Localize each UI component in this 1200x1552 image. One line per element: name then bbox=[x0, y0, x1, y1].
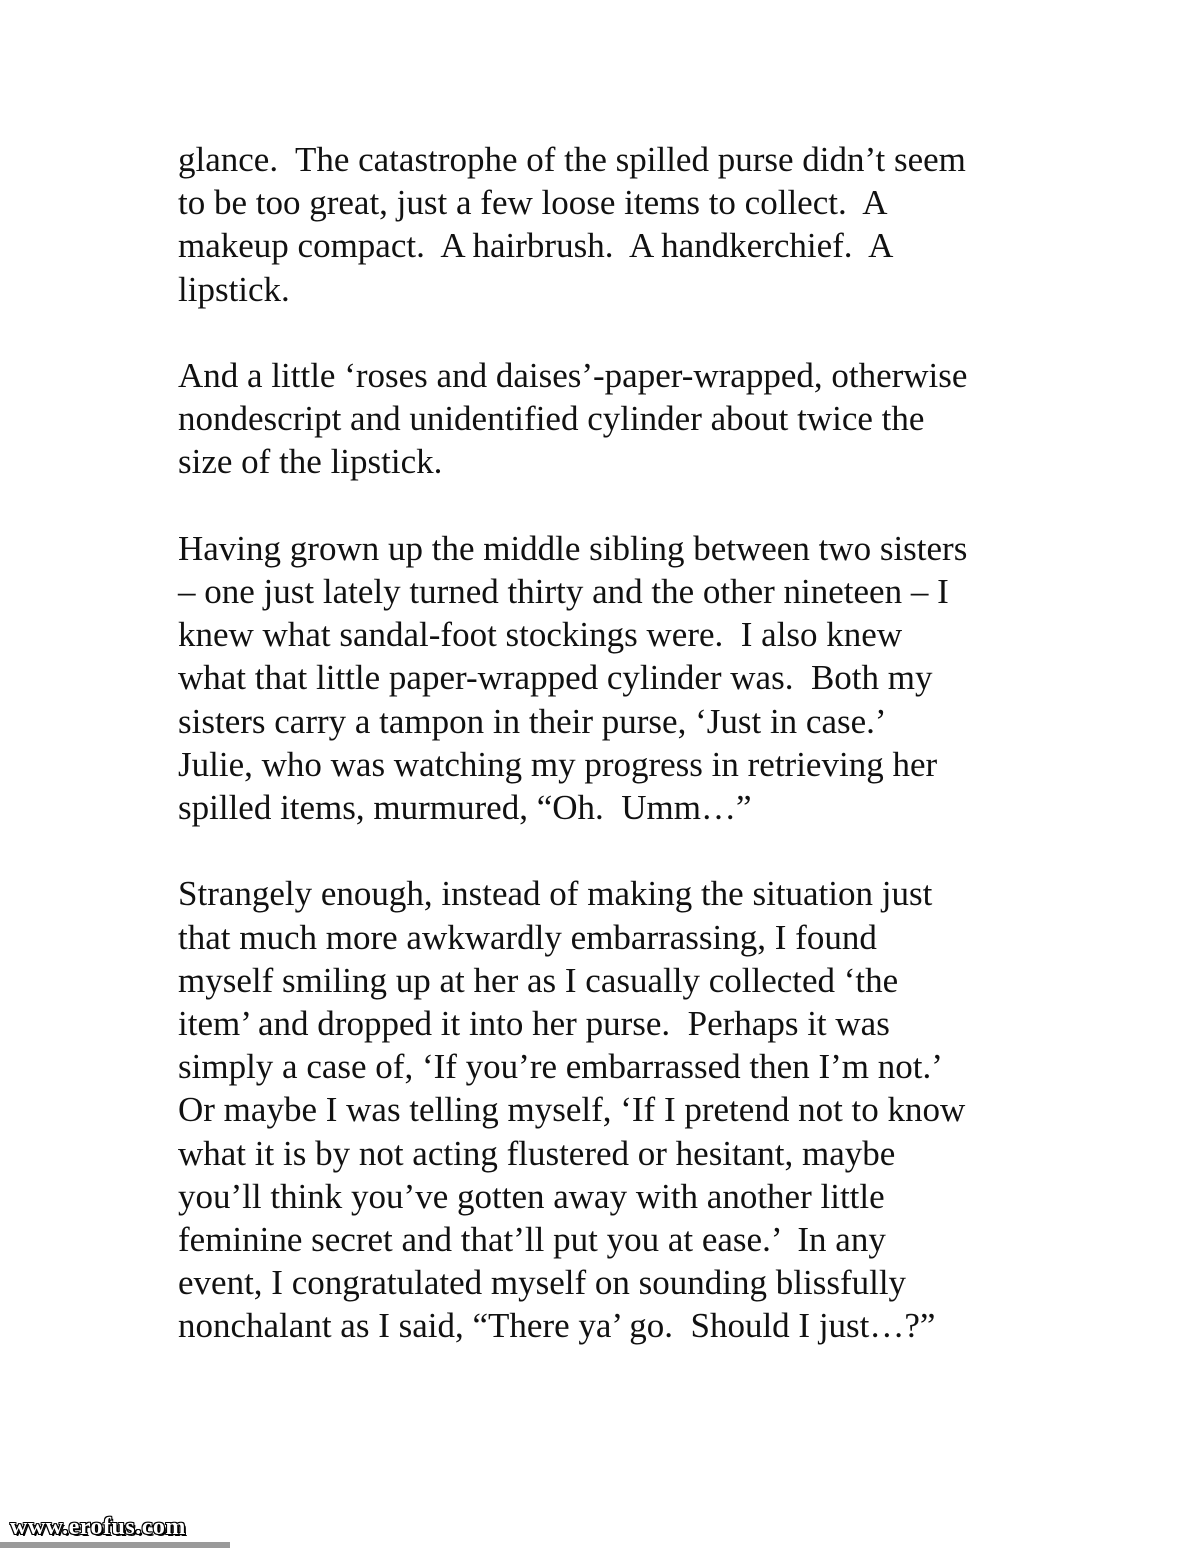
text-line: sisters carry a tampon in their purse, ‘Just in case.’ bbox=[178, 701, 887, 741]
document-body bbox=[178, 138, 1078, 1391]
text-line: item’ and dropped it into her purse. Perhaps it was bbox=[178, 1004, 890, 1044]
text-line: what it is by not acting flustered or hesitant, maybe bbox=[178, 1133, 896, 1173]
text-line: And a little ‘roses and daises’-paper-wrapped, otherwise bbox=[178, 356, 968, 395]
text-line: knew what sandal-foot stockings were. I also knew bbox=[178, 615, 903, 655]
watermark-bar bbox=[0, 1542, 230, 1548]
text-line: Strangely enough, instead of making the situation just bbox=[178, 874, 933, 914]
text-line: size of the lipstick. bbox=[178, 442, 443, 482]
paragraph-2 bbox=[178, 354, 1078, 484]
text-line: nondescript and unidentified cylinder about twice the bbox=[178, 399, 925, 439]
paragraph-3 bbox=[178, 527, 1078, 829]
text-line: spilled items, murmured, “Oh. Umm…” bbox=[178, 788, 752, 828]
text-line: to be too great, just a few loose items to collect. A bbox=[178, 183, 888, 223]
text-line: what that little paper-wrapped cylinder was. Both my bbox=[178, 658, 933, 698]
text-line: Julie, who was watching my progress in retrieving her bbox=[178, 744, 938, 784]
text-line: that much more awkwardly embarrassing, I found bbox=[178, 917, 877, 957]
text-line: lipstick. bbox=[178, 269, 290, 309]
text-line: nonchalant as I said, “There ya’ go. Should I just…?” bbox=[178, 1306, 936, 1346]
site-watermark bbox=[0, 1514, 230, 1552]
text-line: Or maybe I was telling myself, ‘If I pretend not to know bbox=[178, 1090, 966, 1130]
watermark-text: www.erofus.com bbox=[10, 1514, 186, 1540]
text-line: simply a case of, ‘If you’re embarrassed then I’m not.’ bbox=[178, 1047, 943, 1087]
text-line: myself smiling up at her as I casually collected ‘the bbox=[178, 960, 899, 1000]
text-line: you’ll think you’ve gotten away with another little bbox=[178, 1176, 885, 1216]
paragraph-1 bbox=[178, 138, 1078, 311]
text-line: – one just lately turned thirty and the other nineteen – I bbox=[178, 572, 949, 611]
text-line: glance. The catastrophe of the spilled purse didn’t seem bbox=[178, 140, 966, 179]
text-line: Having grown up the middle sibling between two sisters bbox=[178, 528, 968, 568]
text-line: makeup compact. A hairbrush. A handkerchief. A bbox=[178, 226, 894, 266]
text-line: event, I congratulated myself on sounding blissfully bbox=[178, 1263, 907, 1303]
paragraph-4 bbox=[178, 872, 1078, 1347]
text-line: feminine secret and that’ll put you at ease.’ In any bbox=[178, 1220, 886, 1260]
